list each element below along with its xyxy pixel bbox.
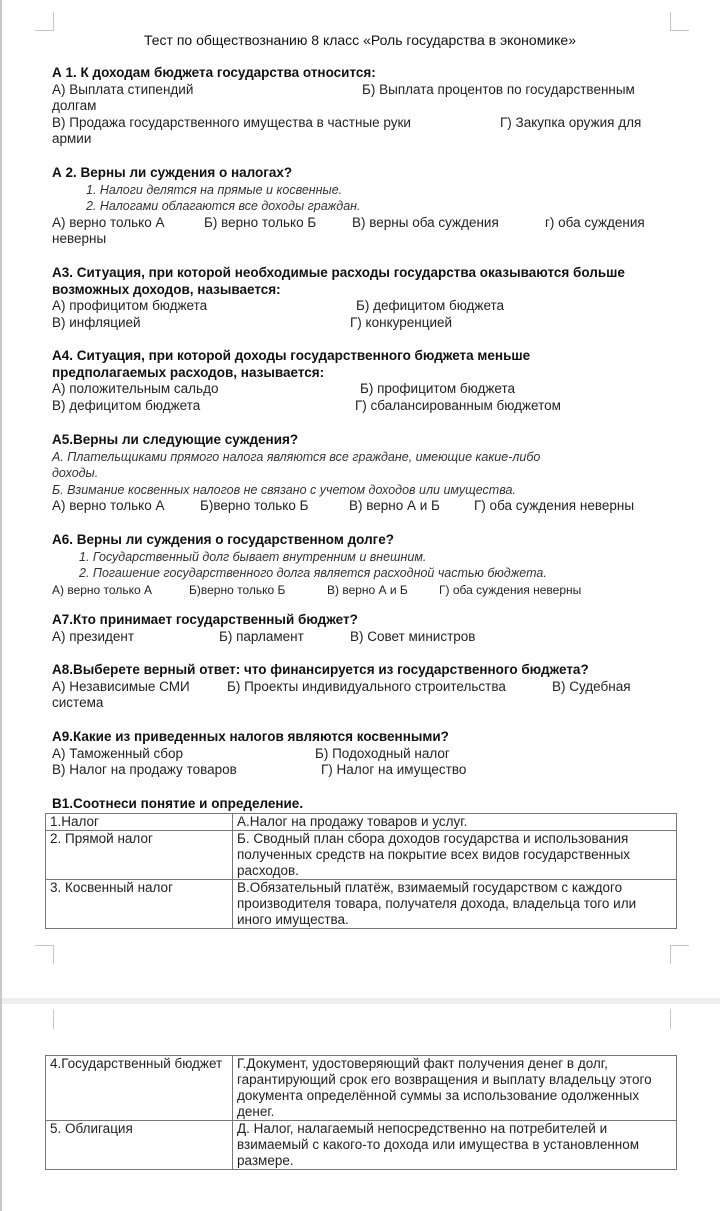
definition-cell: Б. Сводный план сбора доходов государства и использования полученных средств на покрытие всех видов государственных расходов.	[233, 831, 677, 880]
page-margin-corner-mark	[670, 12, 689, 31]
question-a3	[52, 265, 682, 331]
option-b: Б) Выплата процентов по государственным	[362, 81, 635, 97]
option-b: Б) верно только Б	[204, 214, 317, 230]
term-cell: 2. Прямой налог	[46, 831, 233, 880]
table-row	[46, 1121, 677, 1170]
option-g: Г) Закупка оружия для	[500, 114, 642, 130]
option-v: В) верно А и Б	[327, 582, 408, 597]
option-v-continued: система	[52, 695, 104, 710]
statement-b: Б. Взимание косвенных налогов не связано с учетом доходов или имущества.	[52, 482, 516, 497]
page-margin-corner-mark	[670, 945, 689, 964]
option-g: Г) оба суждения неверны	[474, 498, 635, 513]
question-a6	[52, 532, 682, 598]
question-heading: А7.Кто принимает государственный бюджет?	[52, 612, 358, 627]
option-g: Г) Налог на имущество	[321, 762, 467, 777]
option-g: Г) сбалансированным бюджетом	[355, 397, 561, 413]
table-row	[46, 814, 677, 831]
option-v: В) верны оба суждения	[352, 214, 499, 230]
option-v: В) Судебная	[552, 678, 631, 694]
option-a: А) Выплата стипендий	[52, 81, 194, 97]
option-a: А) Независимые СМИ	[52, 678, 190, 694]
table-row	[46, 1056, 677, 1121]
question-heading: В1.Соотнеси понятие и определение.	[52, 796, 304, 811]
statement-a: А. Плательщиками прямого налога являются все граждане, имеющие какие-либо	[52, 449, 541, 464]
definition-cell: Д. Налог, налагаемый непосредственно на потребителей и взимаемый с какого-то дохода или имущества в установленном размере.	[233, 1121, 677, 1170]
statement-2: 2. Налогами облагаются все доходы граждан.	[86, 199, 361, 213]
option-g-continued: армии	[52, 131, 92, 146]
option-a: А) положительным сальдо	[52, 381, 219, 396]
question-a5	[52, 432, 682, 515]
term-cell: 5. Облигация	[46, 1121, 233, 1170]
table-row	[46, 880, 677, 929]
option-b: Б) дефицитом бюджета	[356, 298, 505, 313]
option-v: В) инфляцией	[52, 314, 141, 330]
question-heading-line2: предполагаемых расходов, называется:	[52, 364, 325, 380]
question-a4	[52, 348, 682, 414]
question-a2	[52, 165, 682, 248]
option-b-continued: долгам	[52, 98, 97, 113]
option-a: А) верно только А	[52, 582, 152, 597]
option-a: А) верно только А	[52, 498, 165, 513]
option-v: В) Продажа государственного имущества в частные руки	[52, 114, 411, 130]
option-v: В) верно А и Б	[349, 498, 440, 513]
definition-cell: А.Налог на продажу товаров и услуг.	[233, 814, 677, 831]
option-b: Б)верно только Б	[189, 582, 286, 597]
page-margin-mark	[670, 1009, 671, 1029]
option-a: А) верно только А	[52, 214, 165, 230]
definition-cell: Г.Документ, удостоверяющий факт получения денег в долг, гарантирующий срок его возвращения и выплату владельцу этого документа определённой суммы за использование одолженных денег.	[233, 1056, 677, 1121]
question-heading: А9.Какие из приведенных налогов являются косвенными?	[52, 729, 449, 744]
question-heading: А3. Ситуация, при которой необходимые расходы государства оказываются больше	[52, 265, 625, 280]
option-v: В) дефицитом бюджета	[52, 397, 201, 413]
statement-2: 2. Погашение государственного долга является расходной частью бюджета.	[79, 566, 547, 580]
question-heading: А 2. Верны ли суждения о налогах?	[52, 165, 293, 180]
option-g: Г) оба суждения неверны	[439, 582, 582, 597]
option-b: Б) профицитом бюджета	[360, 381, 515, 396]
option-v: В) Налог на продажу товаров	[52, 762, 237, 777]
matching-table	[45, 813, 677, 929]
question-a8	[52, 662, 682, 712]
term-cell: 3. Косвенный налог	[46, 880, 233, 929]
page-margin-corner-mark	[35, 945, 54, 964]
option-a: А) профицитом бюджета	[52, 298, 208, 313]
statement-1: 1. Налоги делятся на прямые и косвенные.	[86, 182, 343, 197]
option-b: Б)верно только Б	[200, 498, 309, 513]
option-b: Б) парламент	[219, 628, 304, 644]
question-heading: А4. Ситуация, при которой доходы государственного бюджета меньше	[52, 348, 531, 363]
question-b1	[52, 796, 682, 813]
table-row	[46, 831, 677, 880]
option-g: г) оба суждения	[545, 214, 645, 230]
option-a: А) Таможенный сбор	[52, 745, 183, 761]
question-heading: А6. Верны ли суждения о государственном долге?	[52, 532, 395, 547]
page-margin-mark	[53, 1009, 54, 1029]
option-a: А) президент	[52, 628, 135, 644]
question-heading-line2: возможных доходов, называется:	[52, 281, 281, 297]
document-title: Тест по обществознанию 8 класс «Роль государства в экономике»	[144, 32, 576, 48]
matching-table-continued	[45, 1055, 677, 1170]
option-g: Г) конкуренцией	[350, 314, 453, 330]
question-a1	[52, 65, 682, 148]
option-b: Б) Подоходный налог	[315, 745, 450, 761]
term-cell: 4.Государственный бюджет	[46, 1056, 233, 1121]
page-margin-corner-mark	[35, 12, 54, 31]
question-a9	[52, 729, 682, 779]
statement-a-continued: доходы.	[52, 466, 99, 480]
option-b: Б) Проекты индивидуального строительства	[227, 678, 506, 694]
option-v: В) Совет министров	[350, 628, 476, 644]
definition-cell: В.Обязательный платёж, взимаемый государством с каждого производителя товара, получателя дохода, владельца того или иного имущества.	[233, 880, 677, 929]
term-cell: 1.Налог	[46, 814, 233, 831]
question-heading: А 1. К доходам бюджета государства относится:	[52, 65, 376, 80]
option-g-continued: неверны	[52, 231, 107, 246]
question-heading: А8.Выберете верный ответ: что финансируется из государственного бюджета?	[52, 662, 589, 677]
question-a7	[52, 612, 682, 645]
question-heading: А5.Верны ли следующие суждения?	[52, 432, 299, 447]
statement-1: 1. Государственный долг бывает внутренним и внешним.	[79, 549, 427, 564]
